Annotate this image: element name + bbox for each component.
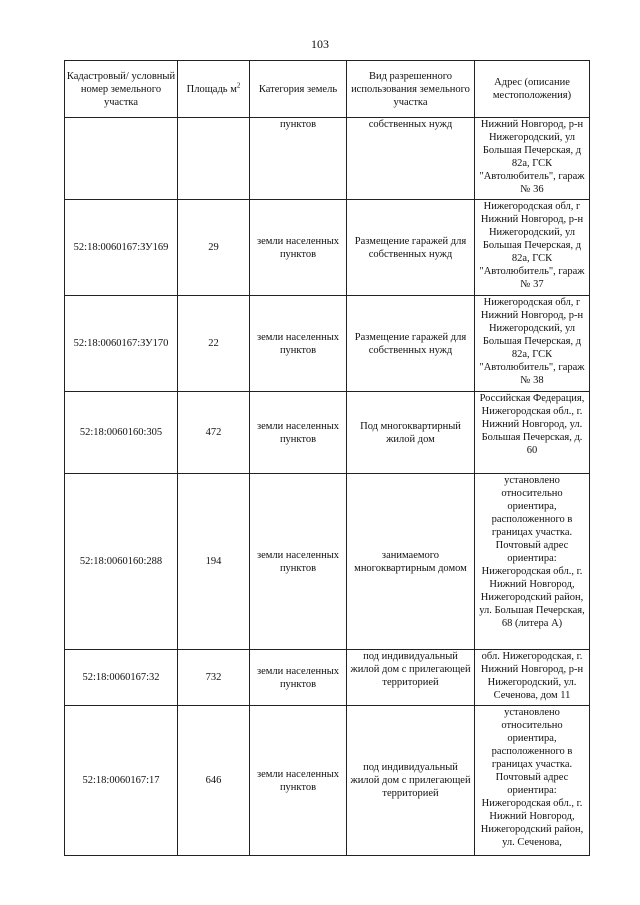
cell-cadastral: 52:18:0060167:17	[65, 706, 178, 856]
table-header-row	[65, 61, 590, 118]
cell-area: 646	[178, 706, 250, 856]
header-category: Категория земель	[250, 61, 347, 118]
table-row	[65, 118, 590, 200]
header-area-sup: 2	[236, 81, 241, 89]
cell-area: 22	[178, 296, 250, 392]
cell-cadastral: 52:18:0060167:ЗУ170	[65, 296, 178, 392]
table-row	[65, 296, 590, 392]
cell-address: Нижегородская обл, г Нижний Новгород, р-н Нижегородский, ул Большая Печерская, д 82а, ГСК "Автолюбитель", гараж № 38	[475, 296, 590, 392]
header-cadastral: Кадастровый/ условный номер земельного участка	[65, 61, 178, 118]
cell-area	[178, 118, 250, 200]
cell-use: собственных нужд	[347, 118, 475, 200]
cell-category: земли населенных пунктов	[250, 474, 347, 650]
cell-category: пунктов	[250, 118, 347, 200]
cell-area: 194	[178, 474, 250, 650]
cell-address: Нижний Новгород, р-н Нижегородский, ул Большая Печерская, д 82а, ГСК "Автолюбитель", гараж № 36	[475, 118, 590, 200]
cell-address: установлено относительно ориентира, расположенного в границах участка. Почтовый адрес ориентира: Нижегородская обл., г. Нижний Новгород, Нижегородский район, ул. Сеченова,	[475, 706, 590, 856]
cell-cadastral	[65, 118, 178, 200]
cell-cadastral: 52:18:0060160:305	[65, 392, 178, 474]
table-row	[65, 650, 590, 706]
land-plots-table	[64, 60, 590, 856]
cell-area: 29	[178, 200, 250, 296]
cell-use: Под многоквартирный жилой дом	[347, 392, 475, 474]
cell-address: Российская Федерация, Нижегородская обл., г. Нижний Новгород, ул. Большая Печерская, д. 60	[475, 392, 590, 474]
cell-cadastral: 52:18:0060160:288	[65, 474, 178, 650]
cell-category: земли населенных пунктов	[250, 392, 347, 474]
cell-use: под индивидуальный жилой дом с прилегающей территорией	[347, 650, 475, 706]
cell-use: под индивидуальный жилой дом с прилегающей территорией	[347, 706, 475, 856]
page-number: 103	[311, 37, 329, 51]
cell-category: земли населенных пунктов	[250, 706, 347, 856]
table-row	[65, 474, 590, 650]
cell-area: 472	[178, 392, 250, 474]
header-address: Адрес (описание местоположения)	[475, 61, 590, 118]
cell-use: занимаемого многоквартирным домом	[347, 474, 475, 650]
table-row	[65, 706, 590, 856]
cell-address: Нижегородская обл, г Нижний Новгород, р-н Нижегородский, ул Большая Печерская, д 82а, ГСК "Автолюбитель", гараж № 37	[475, 200, 590, 296]
cell-use: Размещение гаражей для собственных нужд	[347, 200, 475, 296]
cell-address: обл. Нижегородская, г. Нижний Новгород, р-н Нижегородский, ул. Сеченова, дом 11	[475, 650, 590, 706]
cell-category: земли населенных пунктов	[250, 650, 347, 706]
cell-category: земли населенных пунктов	[250, 200, 347, 296]
header-area	[178, 61, 250, 118]
table-row	[65, 392, 590, 474]
table-row	[65, 200, 590, 296]
header-area-label: Площадь м	[186, 83, 237, 95]
cell-cadastral: 52:18:0060167:32	[65, 650, 178, 706]
cell-cadastral: 52:18:0060167:ЗУ169	[65, 200, 178, 296]
header-use: Вид разрешенного использования земельного участка	[347, 61, 475, 118]
cell-category: земли населенных пунктов	[250, 296, 347, 392]
cell-use: Размещение гаражей для собственных нужд	[347, 296, 475, 392]
cell-address: установлено относительно ориентира, расположенного в границах участка. Почтовый адрес ориентира: Нижегородская обл., г. Нижний Новгород, Нижегородский район, ул. Большая Печерская, 68 (литера А)	[475, 474, 590, 650]
cell-area: 732	[178, 650, 250, 706]
